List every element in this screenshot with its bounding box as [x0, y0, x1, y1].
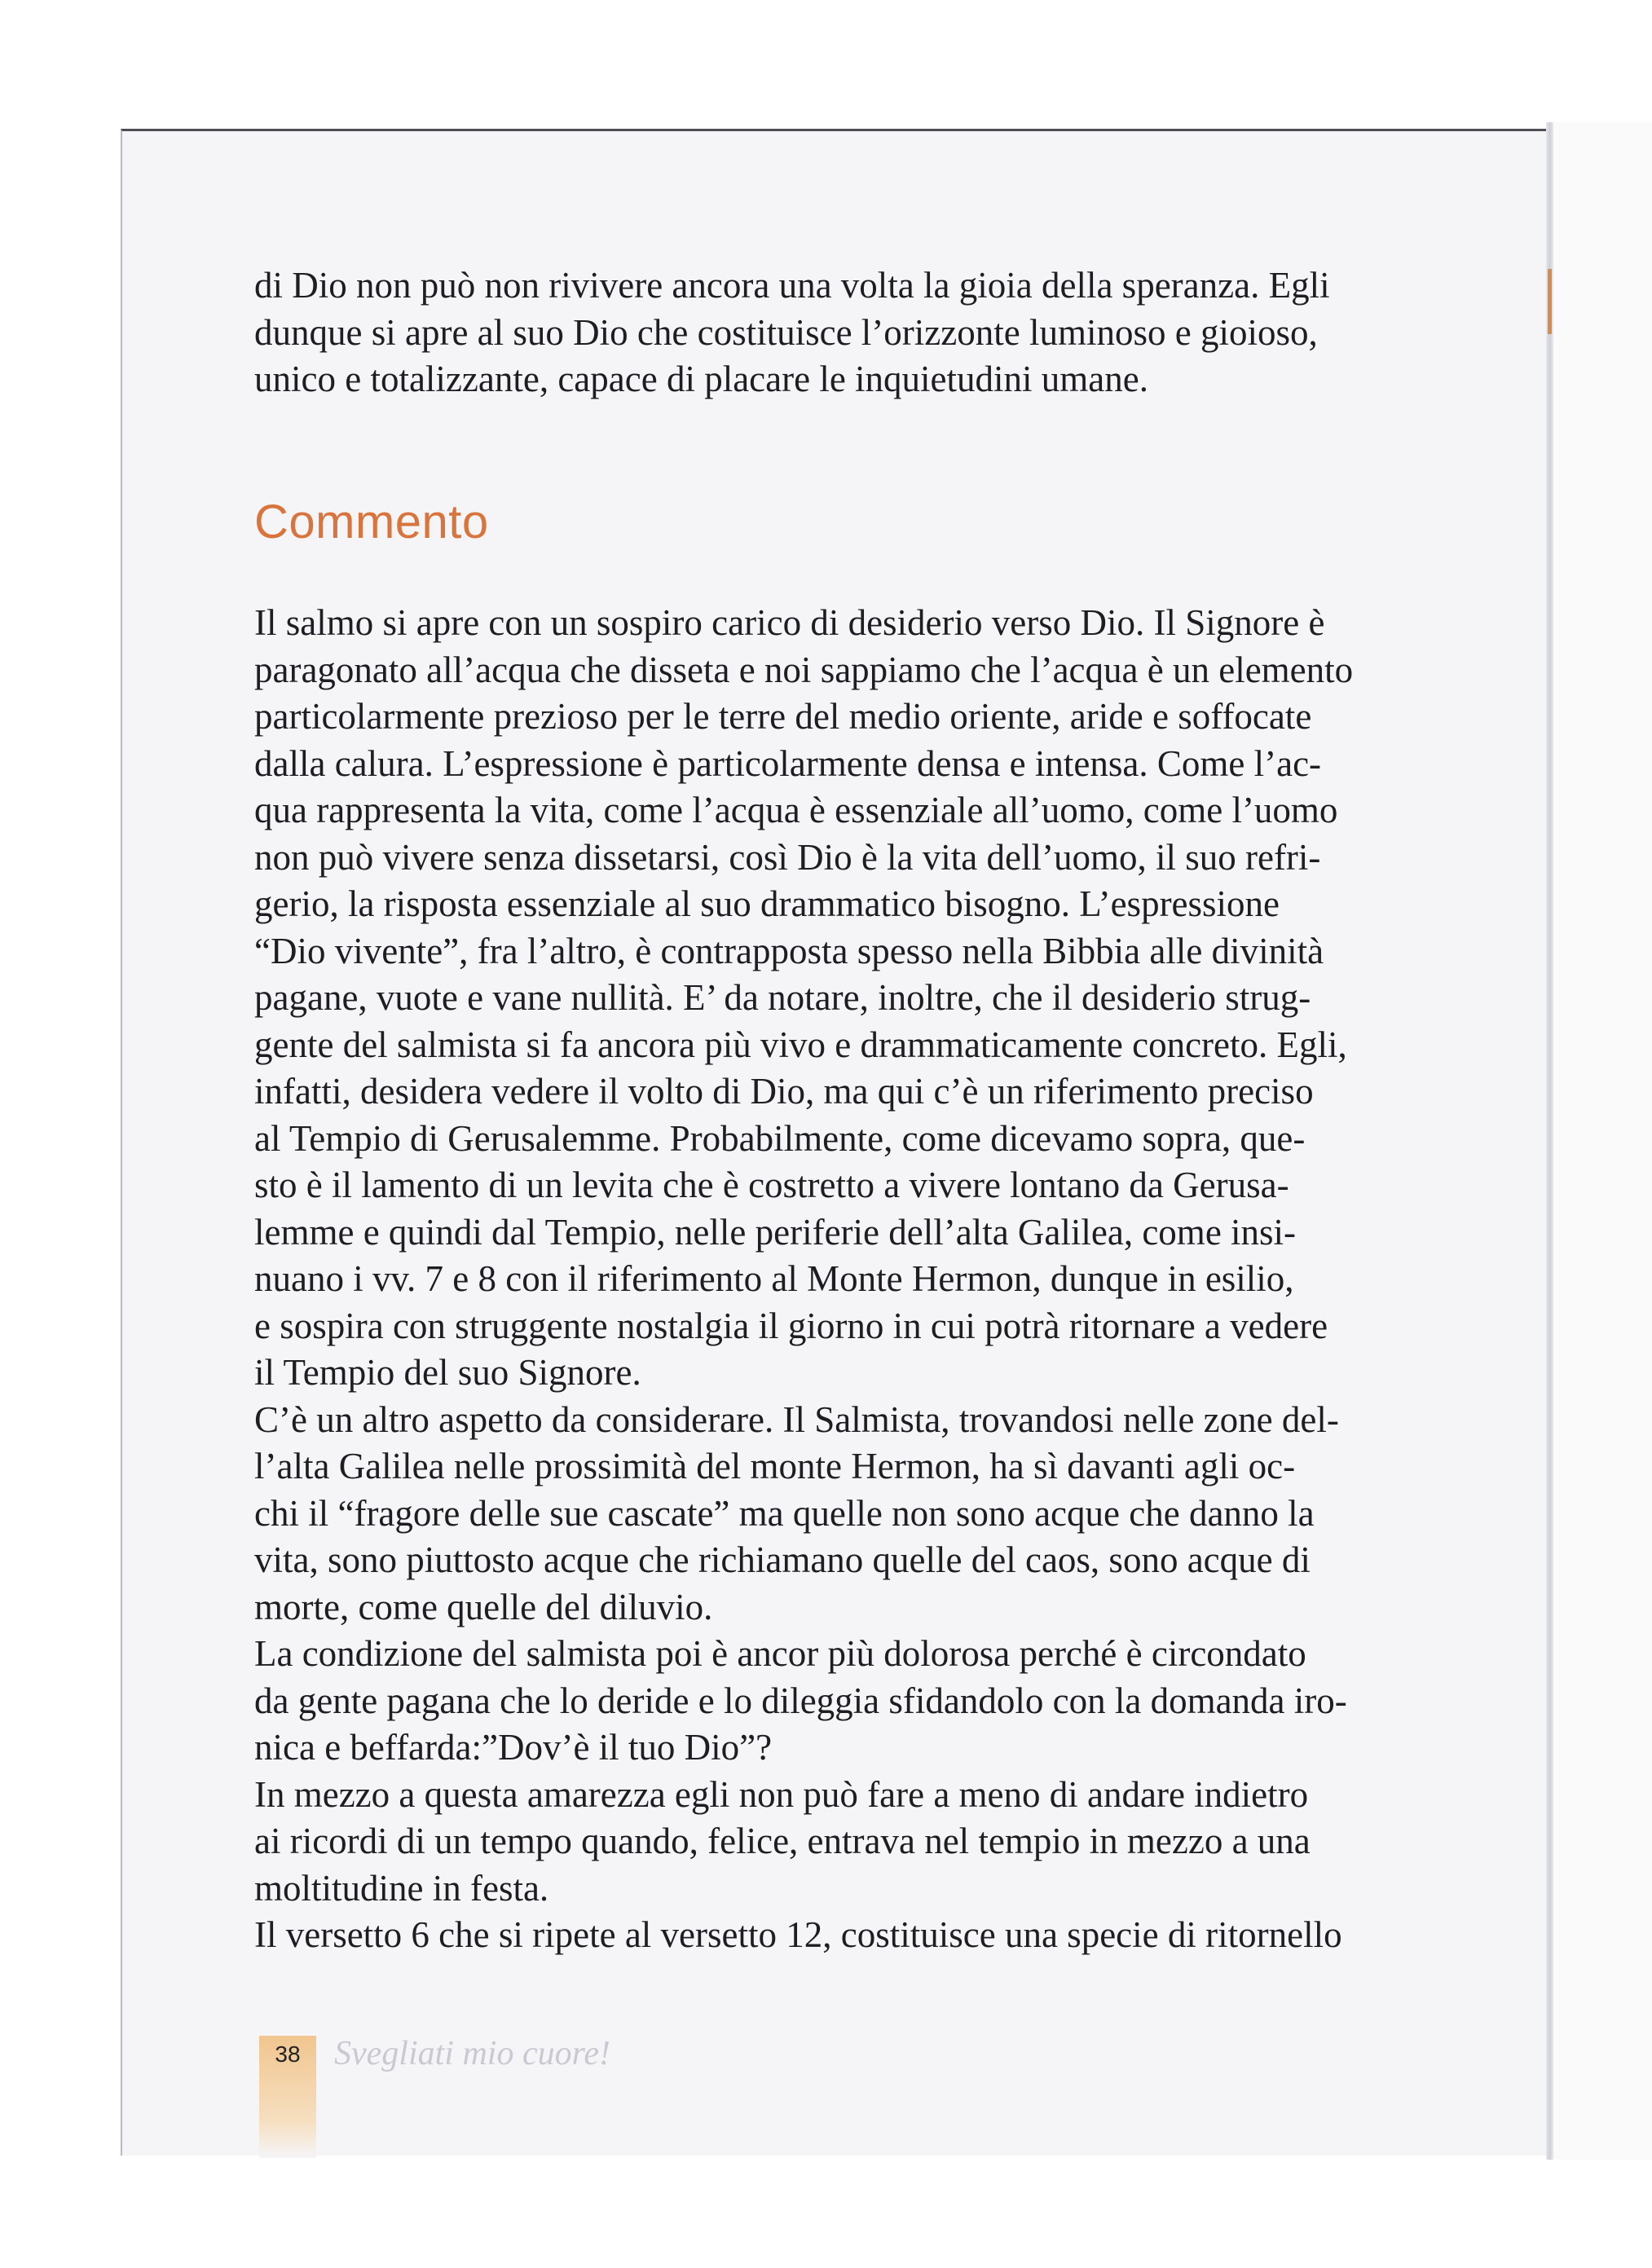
intro-paragraph: di Dio non può non rivivere ancora una volta la gioia della speranza. Egli dunque si apre al suo Dio che costituisce l’orizzonte luminoso e gioioso, unico e totalizzante, capace di placare le inquietudini umane.	[254, 265, 1330, 399]
section-heading: Commento	[254, 495, 489, 548]
intro-paragraph-block	[254, 262, 1395, 403]
running-title: Svegliati mio cuore!	[334, 2035, 611, 2072]
spine-mark	[1548, 269, 1552, 334]
page-number: 38	[275, 2041, 301, 2067]
commentary-text: Il salmo si apre con un sospiro carico di desiderio verso Dio. Il Signore è paragonato all’acqua che disseta e noi sappiamo che l’acqua è un elemento particolarmente prezioso per le terre del medio oriente, aride e soffocate dalla calura. L’espressione è particolarmente densa e intensa. Come l’ac- qua rappresenta la vita, come l’acqua è essenziale all’uomo, come l’uomo non può vivere senza dissetarsi, così Dio è la vita dell’uomo, il suo refri- gerio, la risposta essenziale al suo drammatico bisogno. L’espressione “Dio vivente”, fra l’altro, è contrapposta spesso nella Bibbia alle divinità pagane, vuote e vane nullità. E’ da notare, inoltre, che il desiderio strug- gente del salmista si fa ancora più vivo e drammaticamente concreto. Egli, infatti, desidera vedere il volto di Dio, ma qui c’è un riferimento preciso al Tempio di Gerusalemme. Probabilmente, come dicevamo sopra, que- sto è il lamento di un levita che è costretto a vivere lontano da Gerusa- lemme e quindi dal Tempio, nelle periferie dell’alta Galilea, come insi- nuano i vv. 7 e 8 con il riferimento al Monte Hermon, dunque in esilio, e sospira con struggente nostalgia il giorno in cui potrà ritornare a vedere il Tempio del suo Signore. C’è un altro aspetto da considerare. Il Salmista, trovandosi nelle zone del- l’alta Galilea nelle prossimità del monte Hermon, ha sì davanti agli oc- chi il “fragore delle sue cascate” ma quelle non sono acque che danno la vita, sono piuttosto acque che richiamano quelle del caos, sono acque di morte, come quelle del diluvio. La condizione del salmista poi è ancor più dolorosa perché è circondato da gente pagana che lo deride e lo dileggia sfidandolo con la domanda iro- nica e beffarda:”Dov’è il tuo Dio”? In mezzo a questa amarezza egli non può fare a meno di andare indietro ai ricordi di un tempo quando, felice, entrava nel tempio in mezzo a una moltitudine in festa. Il versetto 6 che si ripete al versetto 12, costituisce una specie di ritornello	[254, 602, 1354, 1955]
facing-page-edge	[1553, 122, 1652, 2160]
commentary-body	[254, 600, 1395, 1959]
page-spine	[1546, 122, 1553, 2160]
